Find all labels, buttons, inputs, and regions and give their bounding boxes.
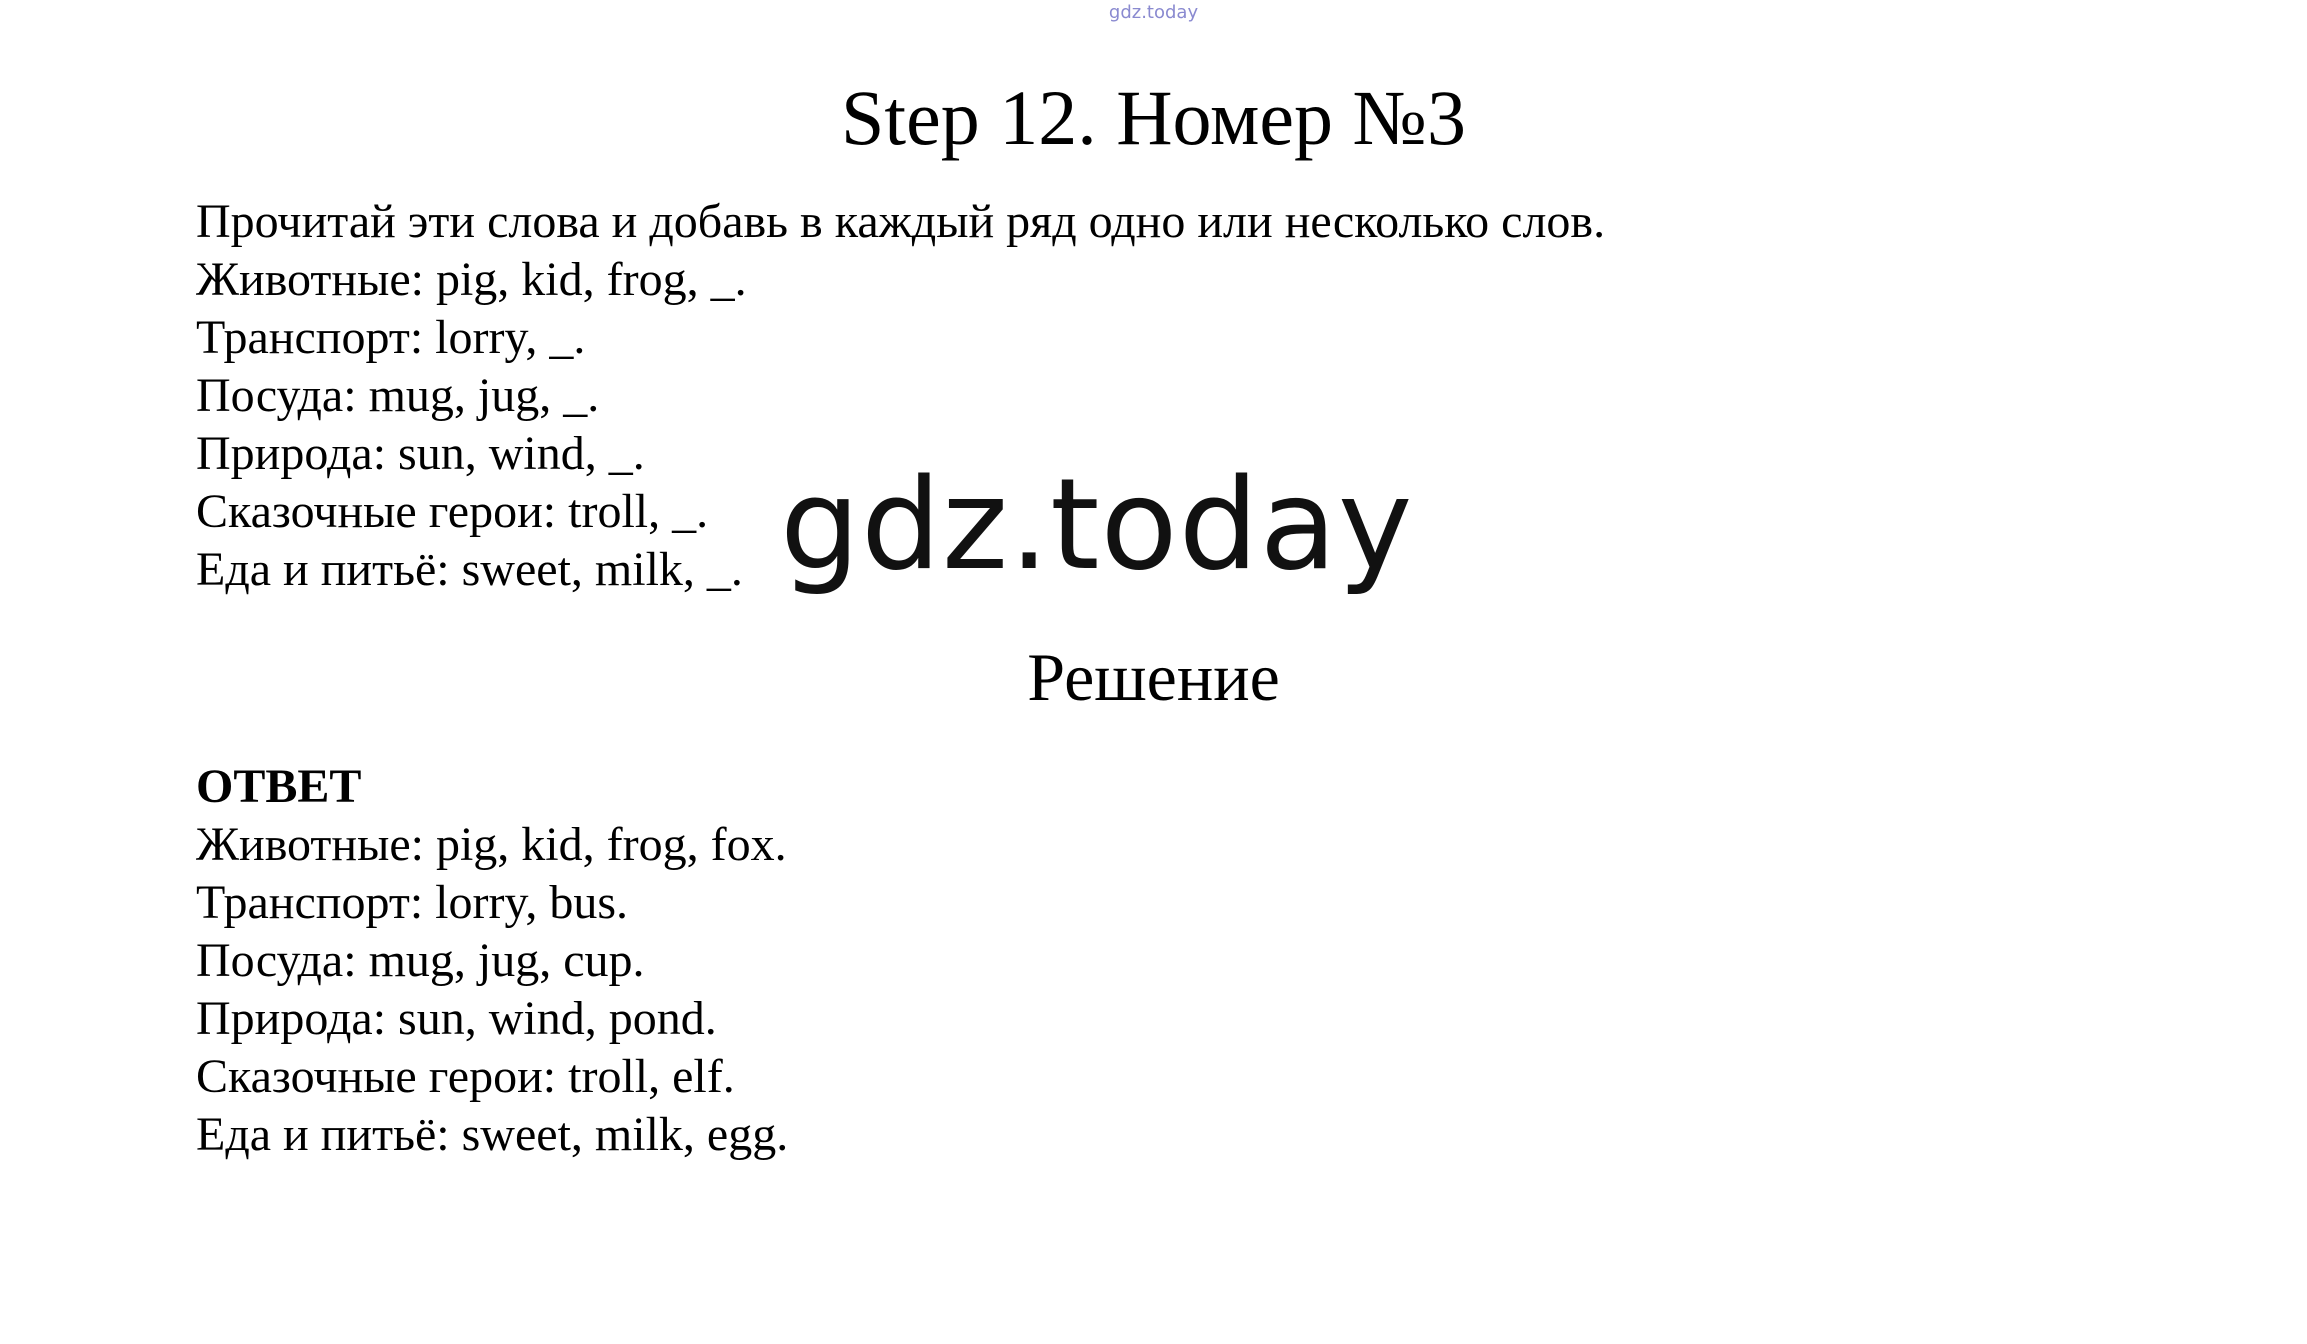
task-row-animals: Животные: pig, kid, frog, _. xyxy=(196,253,747,306)
page-title: Step 12. Номер №3 xyxy=(841,74,1466,161)
answer-label: ОТВЕТ xyxy=(196,760,362,813)
solution-heading: Решение xyxy=(1027,639,1280,715)
task-row-transport: Транспорт: lorry, _. xyxy=(196,311,586,364)
answer-block xyxy=(196,758,788,1164)
task-row-dishes: Посуда: mug, jug, _. xyxy=(196,369,600,422)
answer-row-dishes: Посуда: mug, jug, cup. xyxy=(196,934,645,987)
answer-row-fairy-heroes: Сказочные герои: troll, elf. xyxy=(196,1050,735,1103)
task-instruction: Прочитай эти слова и добавь в каждый ряд одно или несколько слов. xyxy=(196,195,1606,248)
answer-row-nature: Природа: sun, wind, pond. xyxy=(196,992,717,1045)
task-row-food-drink: Еда и питьё: sweet, milk, _. xyxy=(196,543,743,596)
task-row-fairy-heroes: Сказочные герои: troll, _. xyxy=(196,485,709,538)
top-watermark: gdz.today xyxy=(1108,2,1199,23)
answer-row-transport: Транспорт: lorry, bus. xyxy=(196,876,629,929)
answer-row-animals: Животные: pig, kid, frog, fox. xyxy=(196,818,787,871)
task-row-nature: Природа: sun, wind, _. xyxy=(196,427,645,480)
center-watermark: gdz.today xyxy=(780,451,1414,598)
answer-row-food-drink: Еда и питьё: sweet, milk, egg. xyxy=(196,1108,789,1161)
